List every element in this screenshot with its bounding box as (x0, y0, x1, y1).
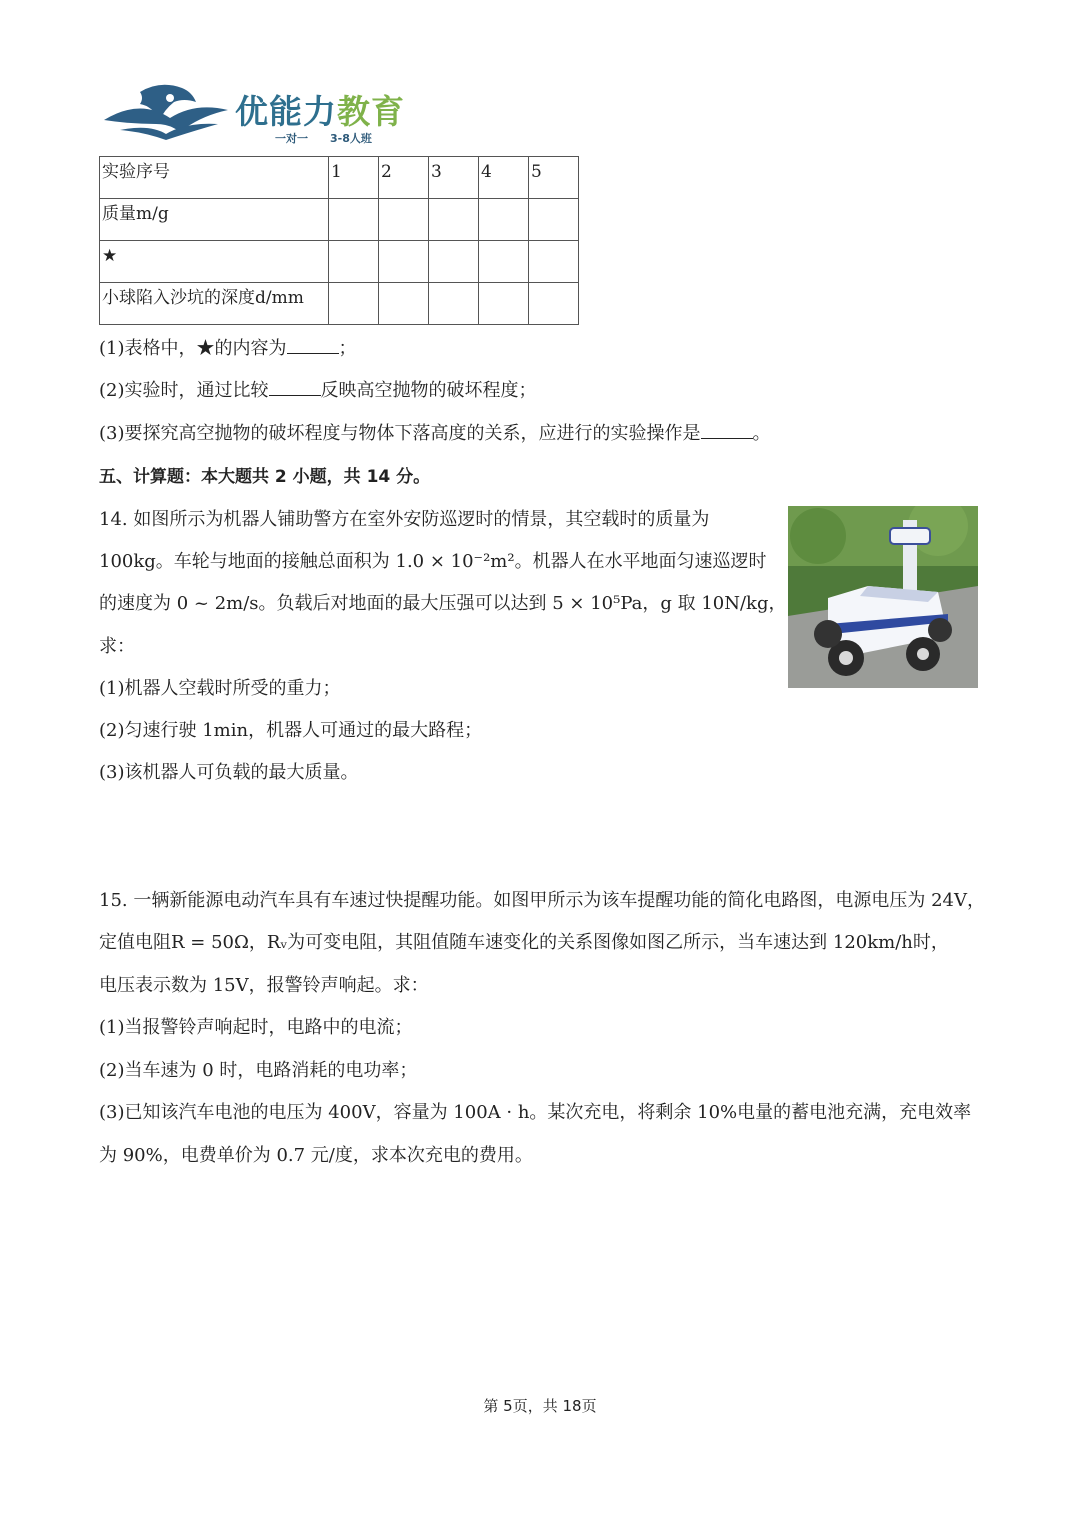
table-cell (329, 241, 379, 283)
page-number: 第 5页，共 18页 (483, 1397, 597, 1415)
table-cell (479, 241, 529, 283)
q14-line1: 14. 如图所示为机器人铺助警方在室外安防巡逻时的情景，其空载时的质量为 (99, 509, 710, 530)
answer-blank (701, 437, 753, 439)
table-cell: 4 (479, 157, 529, 199)
logo-name-2: 教育 (337, 92, 405, 131)
answer-blank (287, 352, 339, 354)
table-cell (379, 199, 429, 241)
table-cell: ★ (100, 241, 329, 283)
table-cell (529, 199, 579, 241)
robot-photo (788, 506, 978, 688)
section-heading: 五、计算题：本大题共 2 小题，共 14 分。 (99, 467, 431, 487)
q15-line2: 定值电阻R = 50Ω，Rᵥ为可变电阻，其阻值随车速变化的关系图像如图乙所示，当车速达到 120km/h时， (99, 932, 949, 953)
logo-sub-1: 一对一 (275, 132, 308, 145)
table-cell: 实验序号 (100, 157, 329, 199)
table-cell: 3 (429, 157, 479, 199)
answer-blank (269, 394, 321, 396)
q14-line2: 100kg。车轮与地面的接触总面积为 1.0 × 10⁻²m²。机器人在水平地面匀速巡逻时 (99, 551, 767, 572)
table-cell (429, 199, 479, 241)
table-row (100, 199, 579, 241)
q15-part3-cont: 为 90%，电费单价为 0.7 元/度，求本次充电的费用。 (99, 1145, 533, 1166)
table-cell: 小球陷入沙坑的深度d/mm (100, 283, 329, 325)
table-cell: 1 (329, 157, 379, 199)
table-cell (329, 199, 379, 241)
q15-line1: 15. 一辆新能源电动汽车具有车速过快提醒功能。如图甲所示为该车提醒功能的简化电路图，电源电压为 24V， (99, 890, 985, 911)
q15-line3: 电压表示数为 15V，报警铃声响起。求： (99, 975, 429, 996)
table-cell (479, 283, 529, 325)
table-cell (379, 241, 429, 283)
logo-name-1: 优能力 (235, 92, 337, 131)
table-row (100, 157, 579, 199)
q13-part1: (1)表格中，★的内容为 ； (99, 338, 357, 359)
table-cell: 质量m/g (100, 199, 329, 241)
dolphin-book-icon (100, 80, 235, 148)
q14-part2: (2)匀速行驶 1min，机器人可通过的最大路程； (99, 720, 483, 741)
table-cell: 2 (379, 157, 429, 199)
q15-part1: (1)当报警铃声响起时，电路中的电流； (99, 1017, 413, 1038)
q13-part3: (3)要探究高空抛物的破坏程度与物体下落高度的关系，应进行的实验操作是 。 (99, 423, 771, 444)
table-cell (379, 283, 429, 325)
experiment-table (99, 156, 579, 325)
table-row (100, 283, 579, 325)
q14-part1: (1)机器人空载时所受的重力； (99, 678, 341, 699)
brand-logo (100, 80, 420, 148)
table-cell: 5 (529, 157, 579, 199)
q14-line4: 求： (99, 636, 135, 657)
q14-line3: 的速度为 0 ~ 2m/s。负载后对地面的最大压强可以达到 5 × 10⁵Pa，g 取 10N/kg， (99, 593, 787, 614)
table-cell (529, 283, 579, 325)
table-row (100, 241, 579, 283)
table-cell (429, 241, 479, 283)
table-cell (479, 199, 529, 241)
q14-part3: (3)该机器人可负载的最大质量。 (99, 762, 359, 783)
q13-part2: (2)实验时，通过比较 反映高空抛物的破坏程度； (99, 380, 537, 401)
q15-part2: (2)当车速为 0 时，电路消耗的电功率； (99, 1060, 418, 1081)
table-cell (329, 283, 379, 325)
table-cell (429, 283, 479, 325)
q15-part3: (3)已知该汽车电池的电压为 400V，容量为 100A · h。某次充电，将剩余 10%电量的蓄电池充满，充电效率 (99, 1102, 972, 1123)
table-cell (529, 241, 579, 283)
logo-sub-2: 3-8人班 (330, 132, 372, 145)
